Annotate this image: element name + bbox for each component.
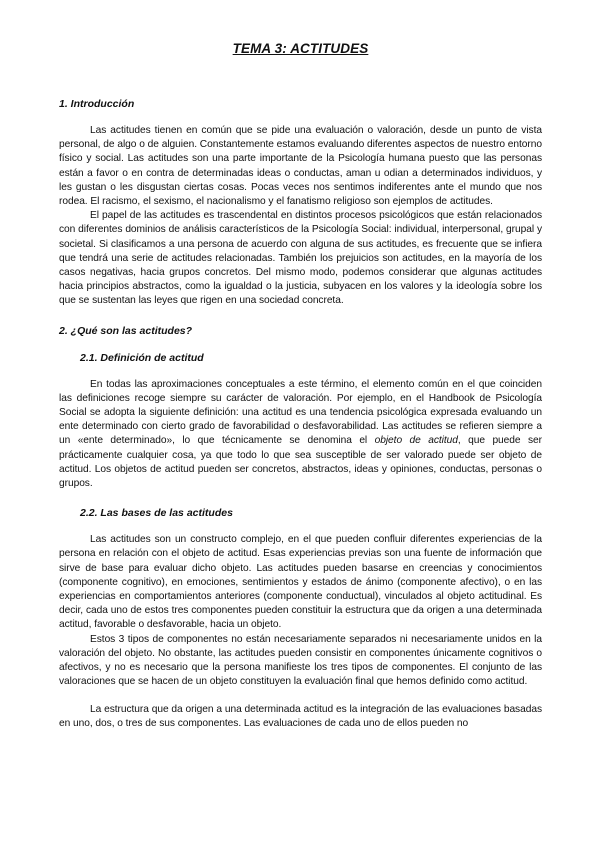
subsection-heading-definicion: 2.1. Definición de actitud [80, 351, 204, 364]
paragraph-bases-3: La estructura que da origen a una determinada actitud es la integración de las evaluaciones basadas en uno, dos, o tres de sus componentes. Las evaluaciones de cada uno de ellos pueden no [59, 703, 542, 729]
definicion-text-before: En todas las aproximaciones conceptuales a este término, el elemento común en el que coinciden las definiciones recoge siempre su carácter de valoración. Por ejemplo, en el Handbook de Psicología Social se adopta la siguiente definición: una actitud es una tendencia psicológica expresada evaluando un ente determinado con cierto grado de favorabilidad o desfavorabilidad. Las actitudes se refieren siempre a un «ente determinado», lo que técnicamente se denomina el [59, 378, 542, 447]
paragraph-intro-2: El papel de las actitudes es trascendental en distintos procesos psicológicos que están relacionados con diferentes dominios de análisis característicos de la Psicología Social: individual, interpersonal, grupal y societal. Si clasificamos a una persona de acuerdo con alguna de sus actitudes, es frecuente que se infiera que tendrá una serie de actitudes relacionadas. También los prejuicios son actitudes, en la mayoría de los casos negativas, hacia grupos concretos. Del mismo modo, podemos considerar que algunas actitudes hacia principios abstractos, como la igualdad o la justicia, subyacen en los valores y la ideología sobre los que se sustentan las leyes que rigen en una sociedad concreta. [59, 210, 542, 307]
section-heading-introduccion: 1. Introducción [59, 98, 135, 110]
definicion-text-italic: objeto de actitud [374, 435, 458, 447]
definicion-text-after: , que puede ser prácticamente cualquier cosa, ya que todo lo que sea susceptible de ser valorado puede ser objeto de actitud. Los objetos de actitud pueden ser concretos, abstractos, ideas y opiniones, conductas, personas o grupos. [59, 435, 542, 490]
section-heading-que-son: 2. ¿Qué son las actitudes? [59, 324, 193, 337]
paragraph-bases-2: Estos 3 tipos de componentes no están necesariamente separados ni necesariamente unidos en la valoración del objeto. No obstante, las actitudes pueden consistir en componentes únicamente cognitivos o afectivos, y no es necesario que la persona manifieste los tres tipos de componentes. El conjunto de las valoraciones que se hacen de un objeto constituyen la evaluación final que hemos definido como actitud. [59, 633, 542, 688]
document-title: TEMA 3: ACTITUDES [232, 41, 369, 56]
paragraph-intro-1: Las actitudes tienen en común que se pide una evaluación o valoración, desde un punto de vista personal, de algo o de alguien. Constantemente estamos evaluando diferentes aspectos de nuestro entorno físico y social. Las actitudes son una parte importante de la Psicología humana puesto que las personas están a favor o en contra de determinadas ideas o conductas, aman u odian a determinados individuos, y les gustan o les disgustan ciertas cosas. Pocas veces nos sentimos indiferentes ante el mundo que nos rodea. El racismo, el sexismo, el nacionalismo y el fanatismo religioso son ejemplos de actitudes. [59, 125, 542, 208]
paragraph-bases-1: Las actitudes son un constructo complejo, en el que pueden confluir diferentes experiencias de la persona en relación con el objeto de actitud. Esas experiencias previas son una fuente de información que sirve de base para evaluar dicho objeto. Las actitudes pueden basarse en creencias y conocimientos (componente cognitivo), en emociones, sentimientos y estados de ánimo (componente afectivo), o en las experiencias en comportamientos anteriores (componente conductual), vinculados al objeto actitudinal. Es decir, cada uno de estos tres componentes pueden constituir la estructura que da origen a una determinada actitud, favorable o desfavorable, hacia un objeto. [59, 534, 542, 631]
subsection-heading-bases: 2.2. Las bases de las actitudes [80, 507, 233, 520]
paragraph-definicion [59, 378, 542, 492]
